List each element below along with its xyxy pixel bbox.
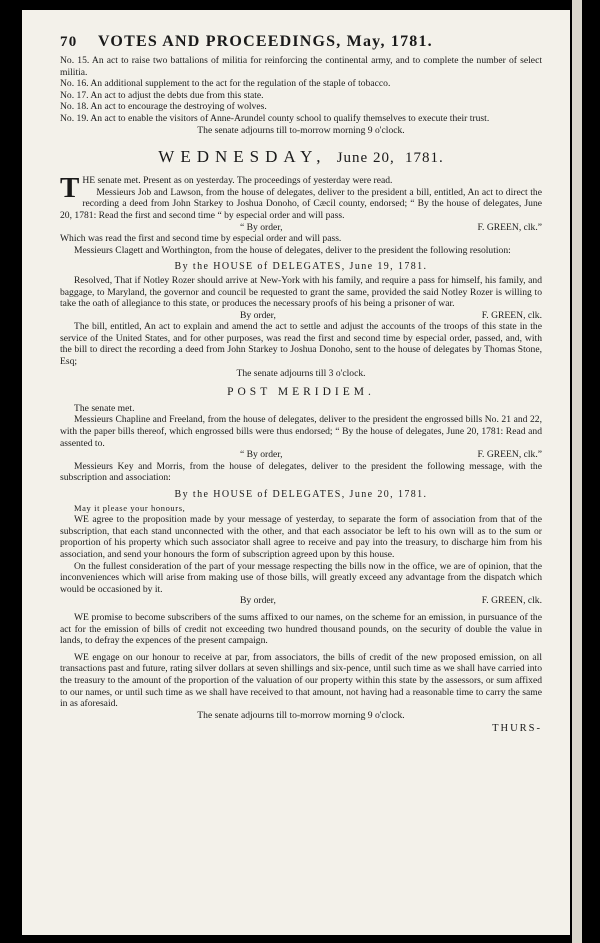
day-date: June 20, (336, 150, 395, 167)
bill-item: No. 19. An act to enable the visitors of Anne-Arundel county school to qualify themselves to execute their trust. (60, 112, 490, 124)
resolution-text: Resolved, That if Notley Rozer should arrive at New-York with his family, and require a pass for himself, his family, and baggage, to Maryland, the governor and council be requested to grant the same, provided the said Notley Rozer is willing to take the oath of allegiance to this state, or produces the necessary proofs of his being a prisoner of war. (60, 274, 542, 310)
document-page (22, 10, 570, 935)
paragraph: HE senate met. Present as on yesterday. The proceedings of yesterday were read. (82, 175, 393, 187)
resolution-byline: By the HOUSE of DELEGATES, June 19, 1781. (174, 261, 428, 273)
message-paragraph: On the fullest consideration of the part of your message respecting the bills now in the office, we are of opinion, that the inconveniences which will arise from making use of those bills, will greatly exceed any advantage from the dispatch which would be occasioned by it. (60, 560, 542, 595)
page-number: 70 (60, 34, 78, 50)
message-byline: By the HOUSE of DELEGATES, June 20, 1781. (174, 489, 428, 500)
page-edge (572, 0, 582, 943)
signature-by-order: By order, (240, 595, 276, 607)
signature-line (60, 310, 542, 322)
drop-cap: T (60, 172, 80, 205)
paragraph: Messieurs Key and Morris, from the house of delegates, deliver to the president the following message, with the subscription and association: (60, 460, 542, 484)
signature-clerk: F. GREEN, clk. (481, 595, 542, 607)
day-weekday: WEDNESDAY, (158, 147, 327, 167)
bill-item: No. 17. An act to adjust the debts due from this state. (60, 89, 264, 101)
adjournment-note: The senate adjourns till to-morrow morning 9 o'clock. (197, 124, 405, 136)
bill-item: No. 15. An act to raise two battalions of militia for reinforcing the continental army, and to complete the number of select militia. (60, 55, 542, 78)
message-salutation: May it please your honours, (74, 502, 186, 513)
subscription-paragraph: WE promise to become subscribers of the sums affixed to our names, on the scheme for an emission, in pursuance of the act for the emission of bills of credit not exceeding two hundred thousand pounds, on the security of double the value in lands, to defray the expences of the present campaign. (60, 611, 542, 647)
bill-item: No. 16. An additional supplement to the act for the regulation of the staple of tobacco. (60, 78, 391, 90)
signature-clerk: F. GREEN, clk.” (477, 221, 542, 233)
signature-by-order: “ By order, (240, 221, 283, 233)
bill-item: No. 18. An act to encourage the destroying of wolves. (60, 101, 267, 113)
page-header (60, 32, 542, 52)
paragraph: The senate met. (74, 402, 135, 414)
signature-clerk: F. GREEN, clk. (481, 309, 542, 321)
signature-line (60, 222, 542, 234)
paragraph: Messieurs Chapline and Freeland, from the house of delegates, deliver to the president the engrossed bills No. 21 and 22, with the paper bills thereof, which engrossed bills were thus endorsed; “ By the house of delegates, June 20, 1781: Read and assented to. (60, 414, 542, 449)
day-heading (60, 146, 542, 169)
paragraph: Which was read the first and second time by especial order and will pass. (60, 233, 342, 245)
message-paragraph: WE agree to the proposition made by your message of yesterday, to separate the form of association from that of the subscription, that each stand unconnected with the other, and that each associator be left to his own will as to the sum or proportion of his property which such associator shall agree to receive and pay into the treasury, to discharge him from his association, and send your honours the form of subscription agreed upon by this house. (60, 514, 542, 560)
page-content (60, 32, 542, 735)
adjournment-note: The senate adjourns till 3 o'clock. (236, 367, 366, 379)
catchword: THURS- (492, 723, 542, 735)
signature-line (60, 449, 542, 461)
running-head: VOTES AND PROCEEDINGS, May, 1781. (98, 33, 433, 50)
signature-by-order: “ By order, (240, 449, 283, 461)
wednesday-opening (60, 172, 542, 221)
association-paragraph: WE engage on our honour to receive at par, from associators, the bills of credit of the new proposed emission, on all transactions past and future, rating silver dollars at seven shillings and six-pence, until such time as we shall have carried into the treasury to the amount of the proportion of the valuation of our property within this state by the assessors, or sum affixed to our names, or until such time as we shall have received to that amount, not having had a reasonable time to carry the same in as aforesaid. (60, 651, 542, 710)
signature-by-order: By order, (240, 309, 276, 321)
day-year: 1781. (404, 150, 444, 167)
paragraph: Messieurs Clagett and Worthington, from the house of delegates, deliver to the president the following resolution: (74, 244, 511, 256)
adjournment-note: The senate adjourns till to-morrow morning 9 o'clock. (197, 709, 405, 721)
section-heading: POST MERIDIEM. (227, 386, 375, 399)
signature-clerk: F. GREEN, clk.” (477, 449, 542, 461)
signature-line (60, 595, 542, 607)
paragraph: The bill, entitled, An act to explain and amend the act to settle and adjust the accounts of the troops of this state in the service of the United States, and for other purposes, was read the first and second time by especial order, passed, and, with the bill to direct the recording a deed from John Starkey to Joshua Donoho, sent to the house of delegates by Thomas Stone, Esq; (60, 321, 542, 368)
paragraph: Messieurs Job and Lawson, from the house of delegates, deliver to the president a bill, entitled, An act to direct the recording a deed from John Starkey to Joshua Donoho, of Cæcil county, endorsed; “ By the house of delegates, June 20, 1781: Read the first and second time “ by especial order and will pass. (60, 186, 542, 221)
